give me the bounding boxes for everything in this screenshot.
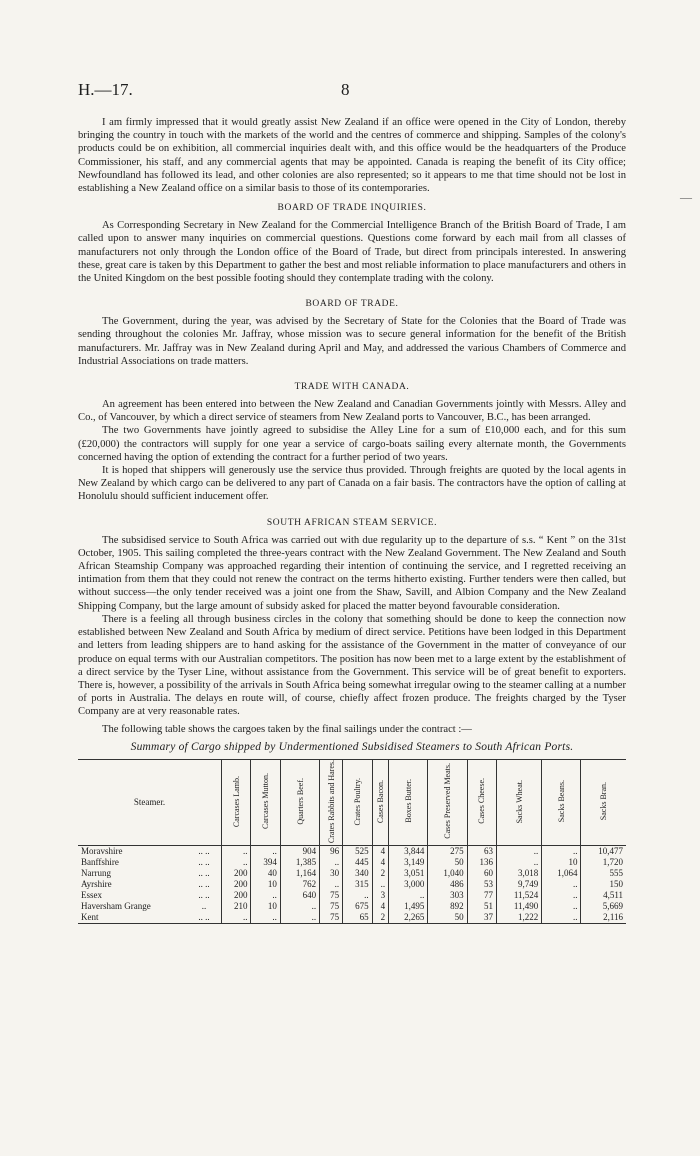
table-cell: 30 xyxy=(320,868,343,879)
column-header: Carcases Lamb. xyxy=(221,759,250,845)
table-cell: 2 xyxy=(372,868,389,879)
table-cell: 1,064 xyxy=(542,868,581,879)
table-cell: 136 xyxy=(467,857,496,868)
table-cell: 60 xyxy=(467,868,496,879)
page-header xyxy=(78,80,626,106)
paragraph: There is a feeling all through business circles in the colony that something should be done to keep the connection now established between New Zealand and South Africa by medium of direct service. Petitions have been lodged in this Department and letters from leading shippers are to hand asking for the assistance of the Government in the matter of conveyance of our produce on equal terms with our Australian competitors. The position has now been met to a large extent by the establishment of a direct service by the Tyser Line, without assistance from the Government. This service will be of great benefit to exporters. There is, however, a possibility of the arrivals in South Africa being somewhat irregular owing to the steamer calling at a number of ports in Australia. The delays en route will, of course, chiefly affect frozen produce. The freights charged by the Tyser Company are at very reasonable rates. xyxy=(78,613,626,718)
paragraph: The Government, during the year, was advised by the Secretary of State for the Colonies that the Board of Trade was sending throughout the colonies Mr. Jaffray, whose mission was to secure general information for the benefit of the British manufacturers. Mr. Jaffray was in New Zealand during April and May, and addressed the various Chambers of Commerce and Industrial Associations on trade matters. xyxy=(78,316,626,367)
table-cell: 1,495 xyxy=(389,901,428,912)
table-cell: 3,000 xyxy=(389,879,428,890)
table-cell: 1,720 xyxy=(581,857,626,868)
column-header-steamer: Steamer. xyxy=(78,759,221,845)
table-cell: 10 xyxy=(251,879,280,890)
column-header: Sacks Beans. xyxy=(542,759,581,845)
steamer-name: Moravshire xyxy=(81,845,123,856)
table-cell: 275 xyxy=(428,845,467,857)
column-header: Carcases Mutton. xyxy=(251,759,280,845)
table-cell: .. xyxy=(497,857,542,868)
table-cell: .. xyxy=(251,890,280,901)
table-cell: 555 xyxy=(581,868,626,879)
steamer-name: Narrung xyxy=(81,867,111,878)
margin-mark: — xyxy=(680,190,692,204)
table-cell: .. xyxy=(251,912,280,924)
column-header: Quarters Beef. xyxy=(280,759,319,845)
table-cell: 75 xyxy=(320,890,343,901)
table-cell: 762 xyxy=(280,879,319,890)
table-row xyxy=(78,879,626,890)
table-cell: 5,669 xyxy=(581,901,626,912)
leader-dots: .. .. xyxy=(198,867,210,878)
table-cell: .. xyxy=(221,857,250,868)
table-cell: 10 xyxy=(251,901,280,912)
table-cell: .. xyxy=(542,890,581,901)
cargo-table xyxy=(78,759,626,924)
paragraph: The following table shows the cargoes taken by the final sailings under the contract :— xyxy=(102,723,472,735)
table-cell: 525 xyxy=(343,845,372,857)
table-cell: .. xyxy=(497,845,542,857)
column-header: Sacks Wheat. xyxy=(497,759,542,845)
steamer-name: Banffshire xyxy=(81,856,119,867)
table-cell: .. xyxy=(221,845,250,857)
document-code: H.—17. xyxy=(78,80,133,99)
paragraph: As Corresponding Secretary in New Zealand for the Commercial Intelligence Branch of the British Board of Trade, I am called upon to answer many inquiries on commercial questions. Questions come forward by each mail from all classes of manufacturers not only through the London office of the Board of Trade, but direct from principals interested. In answering these, great care is taken by this Department to gather the best and most reliable information to place manufacturers and others in the United Kingdom on the best possible footing should they contemplate trading with the colony. xyxy=(78,220,626,285)
table-cell: 445 xyxy=(343,857,372,868)
column-header: Cases Preserved Meats. xyxy=(428,759,467,845)
table-cell: .. xyxy=(320,879,343,890)
section-heading-board-of-trade: BOARD OF TRADE. xyxy=(305,299,399,310)
table-cell: 303 xyxy=(428,890,467,901)
intro-paragraph: I am firmly impressed that it would greatly assist New Zealand if an office were opened in the City of London, thereby bringing the country in touch with the markets of the world and the centres of commerce and shipping. Samples of the colony's products could be on exhibition, all commercial inquiries dealt with, and this office would be the headquarters of the Produce Commissioner, his staff, and any commercial agents that may be appointed. Canada is reaping the benefit of its City office; Newfoundland has followed its lead, and other colonies are also represented; so it appears to me that time should not be lost in establishing a New Zealand office on a similar basis to those of its contemporaries. xyxy=(78,117,626,195)
page-number: 8 xyxy=(341,80,350,99)
table-cell: 75 xyxy=(320,912,343,924)
table-cell: 51 xyxy=(467,901,496,912)
table-cell: .. xyxy=(320,857,343,868)
table-header-row xyxy=(78,759,626,845)
table-cell: 50 xyxy=(428,857,467,868)
table-cell: 3,051 xyxy=(389,868,428,879)
table-cell: 11,524 xyxy=(497,890,542,901)
table-cell: 640 xyxy=(280,890,319,901)
table-cell: .. xyxy=(542,912,581,924)
table-cell: 3,018 xyxy=(497,868,542,879)
table-cell: 75 xyxy=(320,901,343,912)
table-cell: 4,511 xyxy=(581,890,626,901)
paragraph: An agreement has been entered into between the New Zealand and Canadian Governments jointly with Messrs. Alley and Co., of Vancouver, by which a direct service of steamers from New Zealand ports to Vancouver, B.C., has been arranged. xyxy=(78,399,626,424)
table-cell: 315 xyxy=(343,879,372,890)
table-cell: 210 xyxy=(221,901,250,912)
table-cell: .. xyxy=(542,901,581,912)
table-cell: 50 xyxy=(428,912,467,924)
table-cell: 4 xyxy=(372,845,389,857)
table-cell: .. xyxy=(221,912,250,924)
section-heading-board-of-trade-inquiries: BOARD OF TRADE INQUIRIES. xyxy=(277,203,427,214)
column-header: Cases Bacon. xyxy=(372,759,389,845)
table-caption: Summary of Cargo shipped by Undermentioned Subsidised Steamers to South African Ports. xyxy=(130,740,574,753)
table-cell: 3,149 xyxy=(389,857,428,868)
column-header: Boxes Butter. xyxy=(389,759,428,845)
column-header: Cases Cheese. xyxy=(467,759,496,845)
table-cell: 2,265 xyxy=(389,912,428,924)
column-header: Sacks Bran. xyxy=(581,759,626,845)
column-header: Crates Poultry. xyxy=(343,759,372,845)
leader-dots: .. .. xyxy=(187,912,222,924)
table-cell: 65 xyxy=(343,912,372,924)
table-cell: 37 xyxy=(467,912,496,924)
paragraph: The two Governments have jointly agreed to subsidise the Alley Line for a sum of £10,000 each, and for this sum (£20,000) the contractors will supply for one year a service of cargo-boats sailing every alternate month, the Governments concerned having the option of extending the contract for a further period of two years. xyxy=(78,425,626,463)
table-cell: 11,490 xyxy=(497,901,542,912)
section-heading-south-african-steam-service: SOUTH AFRICAN STEAM SERVICE. xyxy=(266,517,438,528)
table-cell: 40 xyxy=(251,868,280,879)
leader-dots: .. .. xyxy=(198,878,210,889)
steamer-name: Essex xyxy=(81,889,102,900)
table-cell: .. xyxy=(372,879,389,890)
table-cell: 3 xyxy=(372,890,389,901)
table-row xyxy=(78,912,626,924)
table-cell: 1,164 xyxy=(280,868,319,879)
leader-dots: .. .. xyxy=(198,845,210,856)
table-cell: 200 xyxy=(221,890,250,901)
table-row xyxy=(78,868,626,879)
leader-dots: .. .. xyxy=(198,889,210,900)
table-cell: 200 xyxy=(221,868,250,879)
table-cell: 2 xyxy=(372,912,389,924)
steamer-name: Ayrshire xyxy=(81,878,112,889)
table-cell: .. xyxy=(389,890,428,901)
table-cell: 1,222 xyxy=(497,912,542,924)
table-row xyxy=(78,845,626,857)
table-row xyxy=(78,857,626,868)
table-cell: .. xyxy=(251,845,280,857)
table-cell: .. xyxy=(343,890,372,901)
table-cell: 53 xyxy=(467,879,496,890)
table-cell: 4 xyxy=(372,857,389,868)
steamer-name: Kent xyxy=(78,912,187,924)
table-cell: 394 xyxy=(251,857,280,868)
leader-dots: .. xyxy=(201,900,207,911)
table-cell: 675 xyxy=(343,901,372,912)
table-cell: 63 xyxy=(467,845,496,857)
table-cell: 1,040 xyxy=(428,868,467,879)
table-cell: 150 xyxy=(581,879,626,890)
table-cell: 200 xyxy=(221,879,250,890)
table-cell: 892 xyxy=(428,901,467,912)
table-row xyxy=(78,901,626,912)
table-cell: 1,385 xyxy=(280,857,319,868)
paragraph: The subsidised service to South Africa was carried out with due regularity up to the departure of s.s. “ Kent ” on the 31st October, 1905. This sailing completed the three-years contract with the New Zealand Government. The New Zealand and South African Steamship Company was approached regarding their intention of continuing the service, and I regretted receiving an intimation from them that they could not renew the contract on the terms hitherto existing. Further tenders were then called, but without success—the only tender received was a joint one from the Shaw, Savill, and Albion Company and the New Zealand Shipping Company, but the large amount of subsidy asked for placed the matter beyond favourable consideration. xyxy=(78,534,626,612)
table-cell: 3,844 xyxy=(389,845,428,857)
table-cell: 904 xyxy=(280,845,319,857)
leader-dots: .. .. xyxy=(198,856,210,867)
document-page xyxy=(78,80,626,924)
column-header: Crates Rabbits and Hares. xyxy=(320,759,343,845)
table-cell: .. xyxy=(542,845,581,857)
table-cell: 340 xyxy=(343,868,372,879)
table-row xyxy=(78,890,626,901)
table-cell: 10 xyxy=(542,857,581,868)
table-cell: 2,116 xyxy=(581,912,626,924)
paragraph: It is hoped that shippers will generously use the service thus provided. Through freights are quoted by the local agents in New Zealand by which cargo can be delivered to any part of Canada on a fair basis. The contractors have the option of calling at Honolulu should sufficient inducement offer. xyxy=(78,465,626,503)
table-cell: 77 xyxy=(467,890,496,901)
section-heading-trade-with-canada: TRADE WITH CANADA. xyxy=(294,382,410,393)
steamer-name: Haversham Grange xyxy=(81,900,151,911)
table-cell: 4 xyxy=(372,901,389,912)
table-cell: 9,749 xyxy=(497,879,542,890)
table-cell: .. xyxy=(280,912,319,924)
table-cell: .. xyxy=(280,901,319,912)
table-cell: 486 xyxy=(428,879,467,890)
table-cell: .. xyxy=(542,879,581,890)
table-cell: 96 xyxy=(320,845,343,857)
table-cell: 10,477 xyxy=(581,845,626,857)
